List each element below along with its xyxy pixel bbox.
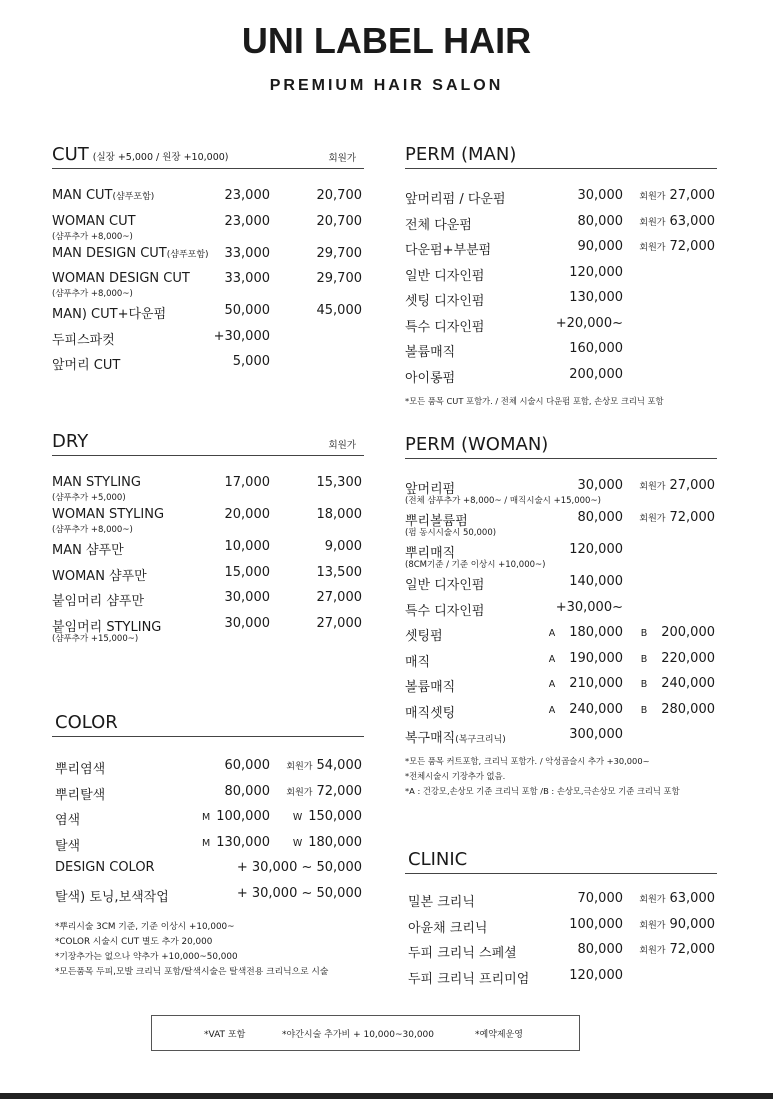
list-item: 탈색 M 130,000 W 180,000: [55, 834, 362, 854]
list-item: 탈색) 토닝,보색작업 + 30,000 ~ 50,000: [55, 885, 362, 905]
perm-man-note: *모든 품목 CUT 포함가. / 전체 시술시 다운펌 포함, 손상모 크리닉 포함: [405, 396, 664, 406]
list-item: WOMAN CUT (샴푸추가 +8,000~) 23,000 20,700: [52, 213, 362, 242]
list-item: 셋팅 디자인펌 130,000: [405, 290, 623, 309]
color-title: COLOR: [55, 712, 118, 733]
dry-member-label: 회원가: [328, 440, 356, 451]
list-item: 앞머리펌 / 다운펌 30,000 회원가 27,000: [405, 188, 715, 207]
perm-woman-notes: *모든 품목 커트포함, 크리닉 포함가. / 악성곱슬시 추가 +30,000~ *전체시술시 기장추가 없음. *A : 건강모,손상모 기준 크리닉 포함 /B : 손상모,극손상모 기준 크리닉 포함: [405, 755, 680, 796]
list-item: 특수 디자인펌 +20,000~: [405, 315, 623, 335]
clinic-section: [405, 845, 717, 988]
list-item: 앞머리펌 (전체 샴푸추가 +8,000~ / 매직시술시 +15,000~) 30,000 회원가 27,000: [405, 478, 715, 506]
list-item: 매직셋팅 A 240,000 B 280,000: [405, 701, 715, 721]
list-item: 붙임머리 샴푸만 30,000 27,000: [52, 590, 362, 609]
list-item: 매직 A 190,000 B 220,000: [405, 650, 715, 670]
perm-woman-header: [405, 430, 717, 459]
salon-title: UNI LABEL HAIR: [241, 20, 532, 61]
list-item: 염색 M 100,000 W 150,000: [55, 809, 362, 828]
color-section: [52, 708, 364, 980]
list-item: 뿌리매직 (8CM기준 / 기준 이상시 +10,000~) 120,000: [405, 542, 623, 570]
list-item: 뿌리염색 60,000 회원가 54,000: [55, 758, 362, 777]
clinic-header: [405, 845, 717, 874]
footer-info-box: [151, 1015, 580, 1051]
list-item: 앞머리 CUT 5,000: [52, 354, 270, 373]
perm-man-title: PERM (MAN): [405, 144, 517, 165]
cut-member-label: 회원가: [328, 153, 356, 164]
list-item: 뿌리볼륨펌 (펌 동시시술시 50,000) 80,000 회원가 72,000: [405, 510, 715, 538]
list-item: WOMAN STYLING (샴푸추가 +8,000~) 20,000 18,000: [52, 507, 362, 535]
dry-title: DRY: [52, 431, 89, 452]
list-item: 셋팅펌 A 180,000 B 200,000: [405, 625, 715, 644]
list-item: 두피 크리닉 스페셜 80,000 회원가 72,000: [408, 942, 715, 961]
list-item: 복구매직(복구크리닉) 300,000: [405, 727, 623, 746]
clinic-title: CLINIC: [408, 849, 468, 870]
list-item: 밀본 크리닉 70,000 회원가 63,000: [408, 891, 715, 910]
perm-woman-title: PERM (WOMAN): [405, 434, 549, 455]
list-item: MAN 샴푸만 10,000 9,000: [52, 539, 362, 558]
list-item: 두피스파컷 +30,000: [52, 328, 270, 348]
list-item: 볼륨매직 160,000: [405, 341, 623, 360]
list-item: MAN) CUT+다운펌 50,000 45,000: [52, 303, 362, 322]
night-surcharge-note: *야간시술 추가비 + 10,000~30,000: [282, 1030, 435, 1040]
list-item: 다운펌+부분펌 90,000 회원가 72,000: [405, 239, 715, 258]
list-item: MAN CUT(샴푸포함) 23,000 20,700: [52, 188, 362, 203]
list-item: 붙임머리 STYLING (샴푸추가 +15,000~) 30,000 27,000: [52, 615, 362, 644]
list-item: MAN STYLING (샴푸추가 +5,000) 17,000 15,300: [52, 475, 362, 503]
list-item: WOMAN 샴푸만 15,000 13,500: [52, 564, 362, 584]
color-header: [52, 708, 364, 737]
reservation-note: *예약제운영: [475, 1030, 523, 1040]
salon-subtitle: PREMIUM HAIR SALON: [269, 77, 504, 94]
perm-woman-section: [405, 430, 717, 799]
list-item: DESIGN COLOR + 30,000 ~ 50,000: [55, 860, 362, 875]
list-item: 일반 디자인펌 120,000: [405, 264, 623, 284]
list-item: WOMAN DESIGN CUT (샴푸추가 +8,000~) 33,000 29,700: [52, 271, 362, 299]
list-item: 아이롱펌 200,000: [405, 366, 623, 386]
list-item: 뿌리탈색 80,000 회원가 72,000: [55, 783, 362, 803]
list-item: 볼륨매직 A 210,000 B 240,000: [405, 676, 715, 695]
bottom-divider: [0, 1093, 773, 1099]
vat-note: *VAT 포함: [204, 1030, 246, 1040]
dry-header: [52, 427, 364, 456]
list-item: 두피 크리닉 프리미엄 120,000: [408, 967, 623, 987]
perm-man-section: [405, 140, 717, 409]
list-item: 전체 다운펌 80,000 회원가 63,000: [405, 213, 715, 233]
list-item: 일반 디자인펌 140,000: [405, 574, 623, 593]
cut-header: [52, 140, 364, 169]
cut-title: CUT (실장 +5,000 / 원장 +10,000): [52, 144, 229, 165]
list-item: MAN DESIGN CUT(샴푸포함) 33,000 29,700: [52, 245, 362, 261]
cut-subtitle: (실장 +5,000 / 원장 +10,000): [92, 152, 229, 163]
dry-section: [52, 427, 364, 643]
perm-man-header: [405, 140, 717, 169]
list-item: 특수 디자인펌 +30,000~: [405, 599, 623, 619]
color-notes: *뿌리시술 3CM 기준, 기준 이상시 +10,000~ *COLOR 시술시 CUT 별도 추가 20,000 *기장추가는 없으나 약추가 +10,000~50,000 *모든품목 두피,모발 크리닉 포함/탈색시술은 탈색전용 크리닉으로 시술: [55, 922, 329, 977]
cut-section: [52, 140, 364, 375]
list-item: 아윤채 크리닉 100,000 회원가 90,000: [408, 916, 715, 936]
